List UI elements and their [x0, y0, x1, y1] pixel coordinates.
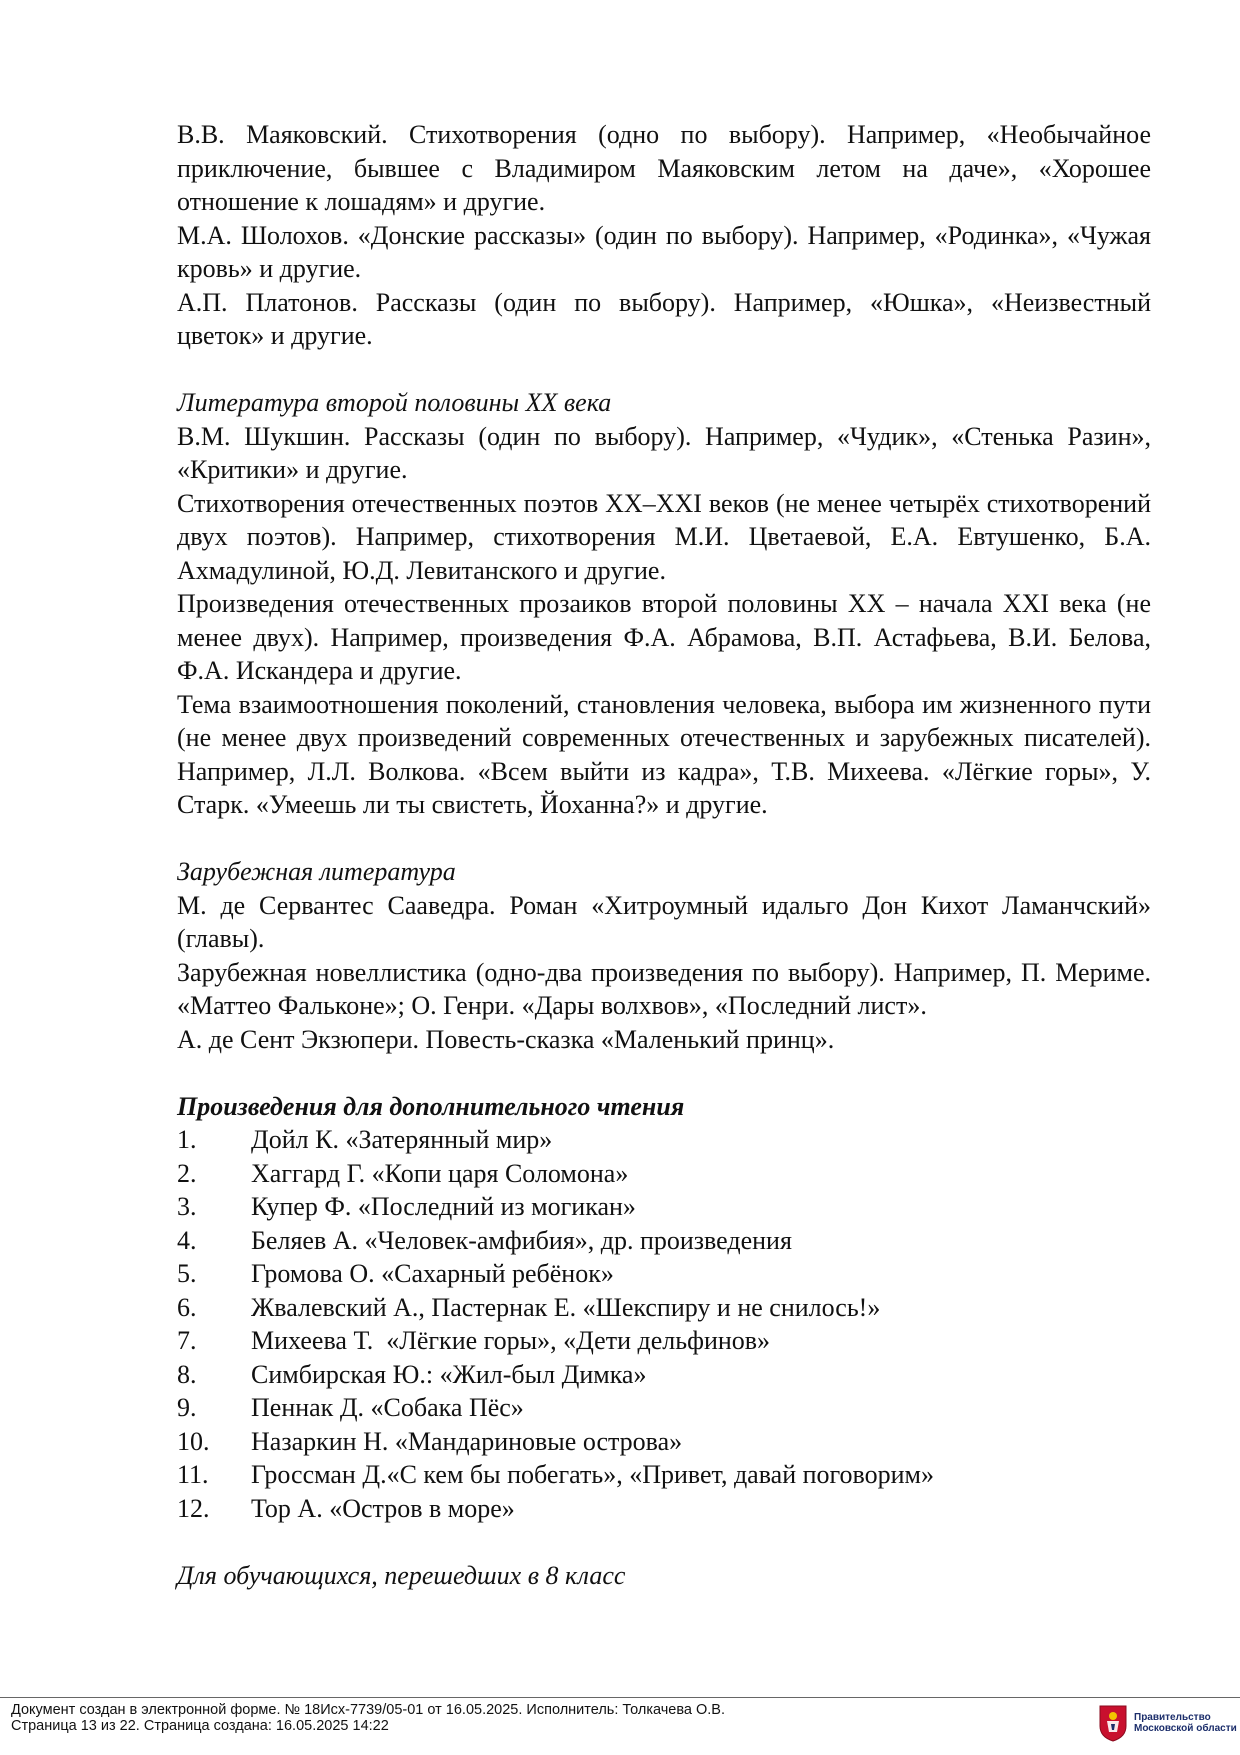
section-heading-additional-reading: Произведения для дополнительного чтения	[177, 1091, 685, 1121]
footer	[11, 1703, 725, 1734]
list-item-number: 11.	[177, 1460, 209, 1489]
list-item	[177, 1324, 1151, 1358]
list-item	[177, 1123, 1151, 1157]
logo-text-line2: Московской области	[1134, 1723, 1237, 1734]
list-item-text: Жвалевский А., Пастернак Е. «Шекспиру и не снилось!»	[251, 1292, 881, 1322]
list-item	[177, 1291, 1151, 1325]
paragraph-mayakovsky: В.В. Маяковский. Стихотворения (одно по выбору). Например, «Необычайное приключение, бывшее с Владимиром Маяковским летом на даче», «Хорошее отношение к лошадям» и другие.	[177, 120, 1151, 216]
logo-text-line1: Правительство	[1134, 1712, 1211, 1723]
list-item-number: 1.	[177, 1125, 197, 1154]
section-heading-grade-8: Для обучающихся, перешедших в 8 класс	[177, 1560, 626, 1590]
list-item	[177, 1157, 1151, 1191]
list-item-number: 5.	[177, 1259, 197, 1288]
list-item-text: Михеева Т. «Лёгкие горы», «Дети дельфинов»	[251, 1326, 771, 1355]
list-item-text: Хаггард Г. «Копи царя Соломона»	[251, 1158, 629, 1188]
list-item-text: Симбирская Ю.: «Жил-был Димка»	[251, 1359, 647, 1389]
footer-document-info: Документ создан в электронной форме. № 18Исх-7739/05-01 от 16.05.2025. Исполнитель: Толкачева О.В.	[11, 1702, 725, 1718]
logo-text	[1134, 1712, 1237, 1734]
list-item-number: 10.	[177, 1426, 210, 1456]
list-item-text: Пеннак Д. «Собака Пёс»	[251, 1393, 524, 1422]
paragraph-exupery: А. де Сент Экзюпери. Повесть-сказка «Маленький принц».	[177, 1024, 835, 1054]
coat-of-arms-icon	[1098, 1704, 1128, 1742]
footer-page-info: Страница 13 из 22. Страница создана: 16.05.2025 14:22	[11, 1717, 389, 1734]
paragraph-platonov: А.П. Платонов. Рассказы (один по выбору). Например, «Юшка», «Неизвестный цветок» и другие.	[177, 287, 1151, 350]
section-heading-foreign-literature: Зарубежная литература	[177, 857, 456, 886]
list-item	[177, 1391, 1151, 1425]
list-item-number: 8.	[177, 1359, 197, 1389]
paragraph-poets: Стихотворения отечественных поэтов XX–XXI веков (не менее четырёх стихотворений двух поэтов). Например, стихотворения М.И. Цветаевой, Е.А. Евтушенко, Б.А. Ахмадулиной, Ю.Д. Левитанского и другие.	[177, 488, 1151, 585]
list-item-number: 12.	[177, 1493, 210, 1523]
list-item	[177, 1358, 1151, 1392]
list-item-text: Купер Ф. «Последний из могикан»	[251, 1192, 636, 1221]
list-item-text: Назаркин Н. «Мандариновые острова»	[251, 1426, 683, 1456]
list-item-number: 4.	[177, 1225, 197, 1255]
list-item-number: 2.	[177, 1158, 197, 1188]
paragraph-sholokhov: М.А. Шолохов. «Донские рассказы» (один по выбору). Например, «Родинка», «Чужая кровь» и другие.	[177, 220, 1151, 283]
paragraph-cervantes: М. де Сервантес Сааведра. Роман «Хитроумный идальго Дон Кихот Ламанчский» (главы).	[177, 890, 1151, 953]
additional-reading-list	[177, 1123, 1151, 1525]
list-item	[177, 1425, 1151, 1459]
list-item-text: Беляев А. «Человек-амфибия», др. произведения	[251, 1225, 792, 1255]
list-item	[177, 1190, 1151, 1224]
footer-divider	[0, 1697, 1240, 1698]
list-item	[177, 1257, 1151, 1291]
list-item-number: 7.	[177, 1326, 197, 1355]
list-item	[177, 1224, 1151, 1258]
list-item-text: Тор А. «Остров в море»	[251, 1493, 515, 1523]
list-item-text: Гроссман Д.«С кем бы побегать», «Привет, давай поговорим»	[251, 1460, 935, 1489]
paragraph-shukshin: В.М. Шукшин. Рассказы (один по выбору). Например, «Чудик», «Стенька Разин», «Критики» и другие.	[177, 421, 1151, 484]
paragraph-generations: Тема взаимоотношения поколений, становления человека, выбора им жизненного пути (не менее двух произведений современных отечественных и зарубежных писателей). Например, Л.Л. Волкова. «Всем выйти из кадра», Т.В. Михеева. «Лёгкие горы», У. Старк. «Умеешь ли ты свистеть, Йоханна?» и другие.	[177, 689, 1151, 819]
government-logo	[1098, 1701, 1238, 1745]
list-item	[177, 1492, 1151, 1526]
document-body	[177, 118, 1151, 1592]
list-item	[177, 1458, 1151, 1492]
list-item-number: 3.	[177, 1192, 197, 1221]
paragraph-novella: Зарубежная новеллистика (одно-два произведения по выбору). Например, П. Мериме. «Маттео Фальконе»; О. Генри. «Дары волхвов», «Последний лист».	[177, 957, 1151, 1020]
section-heading-20th-century: Литература второй половины XX века	[177, 388, 612, 417]
list-item-number: 6.	[177, 1292, 197, 1322]
list-item-text: Дойл К. «Затерянный мир»	[251, 1125, 553, 1154]
paragraph-prose-writers: Произведения отечественных прозаиков второй половины XX – начала XXI века (не менее двух). Например, произведения Ф.А. Абрамова, В.П. Астафьева, В.И. Белова, Ф.А. Искандера и другие.	[177, 589, 1151, 685]
list-item-text: Громова О. «Сахарный ребёнок»	[251, 1259, 614, 1288]
list-item-number: 9.	[177, 1393, 197, 1422]
